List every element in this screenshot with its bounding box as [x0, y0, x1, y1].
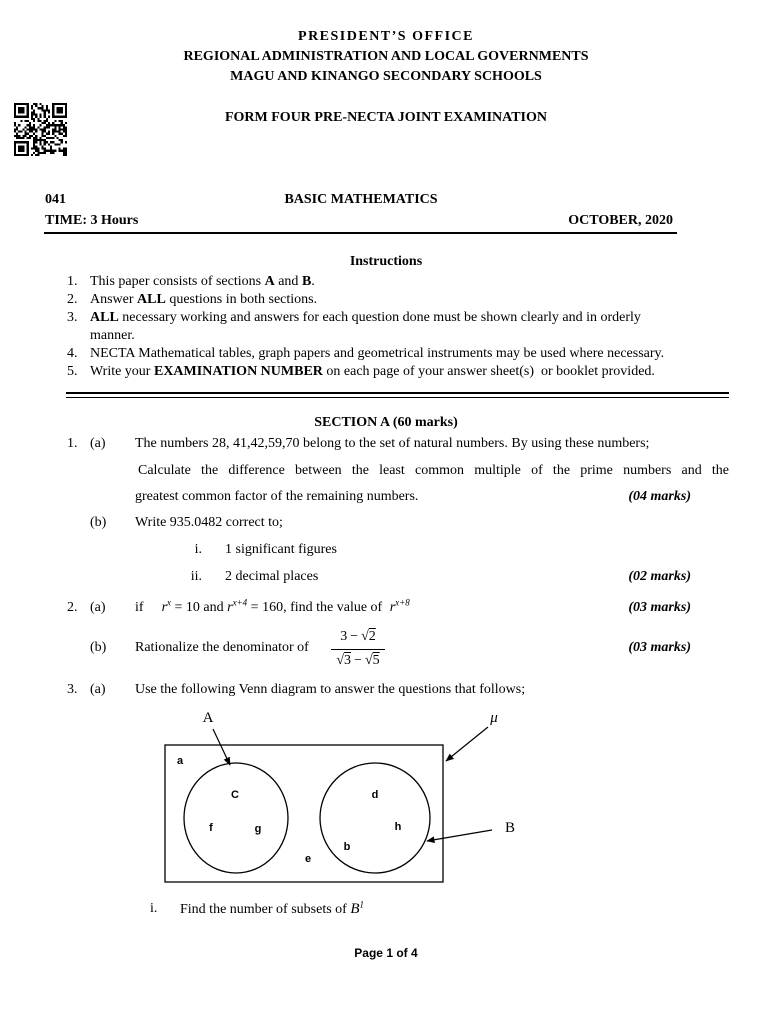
subpart-question: Find the number of subsets of [180, 902, 347, 917]
instruction-item [90, 363, 655, 381]
question-text: Rationalize the denominator of [135, 640, 309, 655]
venn-element: d [371, 789, 379, 801]
math-set: B [350, 901, 360, 917]
venn-element: a [176, 755, 184, 767]
denominator-radicand: 5 [372, 653, 380, 668]
footer-page-word: Page [354, 946, 383, 960]
instruction-text: Write your [90, 364, 154, 379]
question-part-label: (a) [90, 682, 106, 697]
footer-of-word: of [396, 946, 408, 960]
instruction-bold-text: ALL [90, 310, 119, 325]
subpart-text [180, 900, 364, 919]
instruction-text: . [311, 274, 315, 289]
numerator-radicand: 2 [368, 629, 376, 644]
subpart-text: 2 decimal places [225, 569, 319, 584]
numerator-operator: − [350, 629, 359, 644]
instruction-item [90, 309, 641, 327]
instruction-item: NECTA Mathematical tables, graph papers and geometrical instruments may be used where necessary. [90, 346, 665, 361]
question-text: The numbers 28, 41,42,59,70 belong to the set of natural numbers. By using these numbers; [135, 436, 650, 451]
denominator-radicand: 3 [344, 653, 352, 668]
subpart-label: i. [194, 542, 202, 557]
instruction-number: 5. [67, 364, 78, 379]
instruction-item [90, 273, 315, 291]
instruction-number: 2. [67, 292, 78, 307]
radical-sign: √ [364, 653, 373, 668]
venn-element: g [254, 823, 262, 835]
paper-subject: BASIC MATHEMATICS [284, 192, 438, 207]
instruction-text: and [274, 274, 302, 289]
instruction-bold-text: EXAMINATION NUMBER [153, 364, 323, 379]
denominator-operator: − [354, 653, 362, 668]
set-a-label: A [202, 710, 214, 726]
math-word: , find the value of [283, 600, 383, 615]
instruction-text: This paper consists of sections [90, 274, 265, 289]
instructions-title: Instructions [349, 254, 423, 269]
instruction-item-continuation: manner. [90, 328, 135, 343]
math-exponent: x+4 [232, 597, 248, 608]
math-word: if [135, 600, 144, 615]
question-part-label: (b) [90, 515, 107, 530]
page-footer [4, 944, 768, 962]
set-a-arrow [213, 729, 230, 765]
instruction-number: 4. [67, 346, 78, 361]
instruction-bold-text: ALL [137, 292, 166, 307]
question-text: Use the following Venn diagram to answer the questions that follows; [135, 682, 526, 697]
paper-date: OCTOBER, 2020 [568, 213, 673, 228]
marks-label: (03 marks) [628, 600, 691, 615]
radical-sign: √ [361, 629, 369, 644]
question-text: greatest common factor of the remaining numbers. [135, 489, 419, 504]
instruction-bold-text: B [301, 274, 312, 289]
question-part-label: (b) [90, 640, 107, 655]
header-rule [44, 232, 677, 234]
universal-set-arrow [446, 727, 488, 761]
math-exponent: x [167, 597, 172, 608]
question-part-label: (a) [90, 436, 106, 451]
instruction-number: 3. [67, 310, 78, 325]
instruction-item [90, 291, 317, 309]
header-office: PRESIDENT’S OFFICE [298, 29, 474, 44]
set-b-arrow [427, 830, 492, 841]
instruction-text: necessary working and answers for each question done must be shown clearly and in orderly [118, 310, 641, 325]
math-word: and [203, 600, 224, 615]
radical-sign: √ [336, 653, 345, 668]
math-variable: r [227, 600, 233, 615]
math-equation: = 160 [250, 600, 284, 615]
venn-element: C [231, 789, 239, 801]
set-a-circle [184, 763, 288, 873]
paper-time: TIME: 3 Hours [45, 213, 139, 228]
fraction-numerator [330, 628, 386, 646]
subpart-text: 1 significant figures [225, 542, 337, 557]
set-b-circle [320, 763, 430, 873]
exam-title: FORM FOUR PRE-NECTA JOINT EXAMINATION [224, 110, 547, 125]
instruction-text: Answer [90, 292, 138, 307]
footer-total-pages: 4 [411, 946, 418, 960]
marks-label: (04 marks) [628, 489, 691, 504]
venn-element: f [209, 822, 213, 834]
question-text: Calculate the difference between the least common multiple of the prime numbers and the [138, 463, 729, 478]
venn-diagram [150, 700, 530, 890]
marks-label: (02 marks) [628, 569, 691, 584]
instruction-number: 1. [67, 274, 78, 289]
question-number: 1. [67, 436, 78, 451]
instruction-bold-text: A [264, 274, 275, 289]
header-schools: MAGU AND KINANGO SECONDARY SCHOOLS [230, 69, 542, 84]
math-variable: r [389, 600, 396, 615]
instruction-text: on each page of your answer sheet(s) or booklet provided. [322, 364, 655, 379]
venn-element: b [343, 841, 351, 853]
subpart-label: i. [150, 901, 158, 916]
question-text: Write 935.0482 correct to; [135, 515, 283, 530]
question-math-text [135, 599, 410, 617]
subpart-label: ii. [190, 569, 202, 584]
fraction-bar [331, 649, 385, 650]
section-a-title: SECTION A (60 marks) [314, 415, 458, 430]
header-region: REGIONAL ADMINISTRATION AND LOCAL GOVERNMENTS [183, 49, 589, 64]
math-exponent: x+8 [395, 597, 410, 608]
paper-code: 041 [45, 192, 66, 207]
set-b-label: B [504, 820, 516, 836]
footer-current-page: 1 [386, 946, 393, 960]
question-part-label: (a) [90, 600, 106, 615]
universal-set-label: μ [490, 710, 498, 726]
section-divider [66, 392, 729, 398]
marks-label: (03 marks) [628, 640, 691, 655]
math-exponent: 1 [359, 899, 364, 910]
fraction-denominator [330, 652, 386, 670]
math-equation: = 10 [174, 600, 200, 615]
question-number: 3. [67, 682, 78, 697]
math-variable: r [161, 600, 168, 615]
numerator-term: 3 [340, 629, 348, 644]
question-number: 2. [67, 600, 78, 615]
venn-element: h [394, 821, 402, 833]
venn-element: e [304, 853, 312, 865]
instruction-text: questions in both sections. [165, 292, 318, 307]
